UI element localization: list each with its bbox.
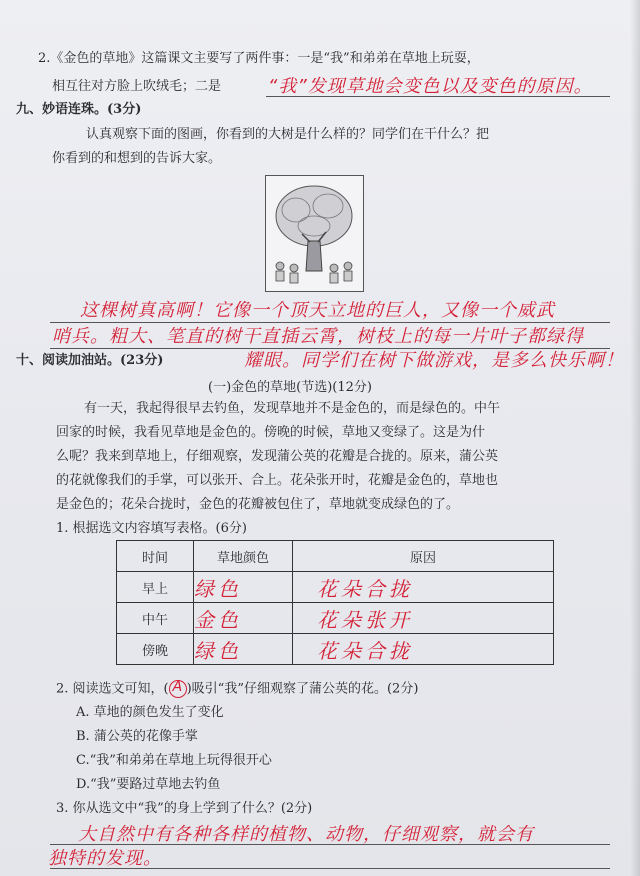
passage-line4: 的花就像我们的手掌，可以张开、合上。花朵张开时，花瓣是金色的，草地也 [56,473,499,488]
section9-answer-line1: 这棵树真高啊！它像一个顶天立地的巨人，又像一个威武 [80,300,555,321]
tree-illustration-icon [266,176,363,291]
answer-table [116,540,554,665]
tree-picture [265,175,364,292]
question2-suffix: )吸引“我”仔细观察了蒲公英的花。(2分) [186,681,419,697]
table-row [117,634,554,665]
passage-line1: 有一天，我起得很早去钓鱼，发现草地并不是金色的，而是绿色的。中午 [84,401,501,416]
table-header-reason: 原因 [293,541,554,572]
passage-line2: 回家的时候，我看见草地是金色的。傍晚的时候，草地又变绿了。这是为什 [56,425,486,440]
q2-line1: 2.《金色的草地》这篇课文主要写了两件事：一是“我”和弟弟在草地上玩耍， [38,51,480,66]
table-cell-time: 傍晚 [117,634,194,665]
question2 [56,680,418,699]
passage-line3: 么呢？我来到草地上，仔细观察，发现蒲公英的花瓣是合拢的。原来，蒲公英 [56,449,499,464]
option-d: D.“我”要路过草地去钓鱼 [76,777,221,792]
section9-answer-line2: 哨兵。粗大、笔直的树干直插云霄，树枝上的每一片叶子都绿得 [52,326,584,347]
section9-prompt2: 你看到的和想到的告诉大家。 [52,151,222,166]
q2-line2: 相互往对方脸上吹绒毛；二是 [52,79,222,94]
table-cell-reason: 花朵合拢 [293,572,554,603]
table-cell-time: 早上 [117,572,194,603]
table-cell-time: 中午 [117,603,194,634]
question3-answer-rule2 [50,868,610,869]
section9-prompt1: 认真观察下面的图画，你看到的大树是什么样的？同学们在干什么？把 [86,127,490,142]
q2-handwritten-answer: “我”发现草地会变色以及变色的原因。 [268,76,593,97]
table-row [117,572,554,603]
q2-answer-line [266,96,610,97]
table-cell-color: 绿色 [194,572,293,603]
table-cell-reason: 花朵张开 [293,603,554,634]
section10-title: 十、阅读加油站。(23分) [16,353,164,368]
table-row [117,603,554,634]
option-c: C.“我”和弟弟在草地上玩得很开心 [76,753,272,768]
question2-answer: A [172,679,183,695]
section10-passage-title: (一)金色的草地(节选)(12分) [208,380,372,395]
table-header-row [117,541,554,572]
question3-answer-line1: 大自然中有各种各样的植物、动物，仔细观察，就会有 [78,824,534,845]
table-cell-color: 绿色 [194,634,293,665]
question3-answer-line2: 独特的发现。 [48,848,162,869]
question1: 1. 根据选文内容填写表格。(6分) [56,521,247,536]
section9-answer-line3: 耀眼。同学们在树下做游戏，是多么快乐啊！ [244,350,624,371]
table-header-time: 时间 [117,541,194,572]
section9-title: 九、妙语连珠。(3分) [16,102,142,117]
table-cell-color: 金色 [194,603,293,634]
page-edge-shadow [630,0,640,876]
table-cell-reason: 花朵合拢 [293,634,554,665]
table-header-color: 草地颜色 [194,541,293,572]
option-b: B. 蒲公英的花像手掌 [76,729,198,744]
question3: 3. 你从选文中“我”的身上学到了什么？(2分) [56,801,313,816]
question2-prefix: 2. 阅读选文可知，( [56,681,169,697]
passage-line5: 是金色的；花朵合拢时，金色的花瓣被包住了，草地就变成绿色的了。 [56,497,460,512]
question2-answer-mark [169,680,187,698]
option-a: A. 草地的颜色发生了变化 [76,705,224,720]
